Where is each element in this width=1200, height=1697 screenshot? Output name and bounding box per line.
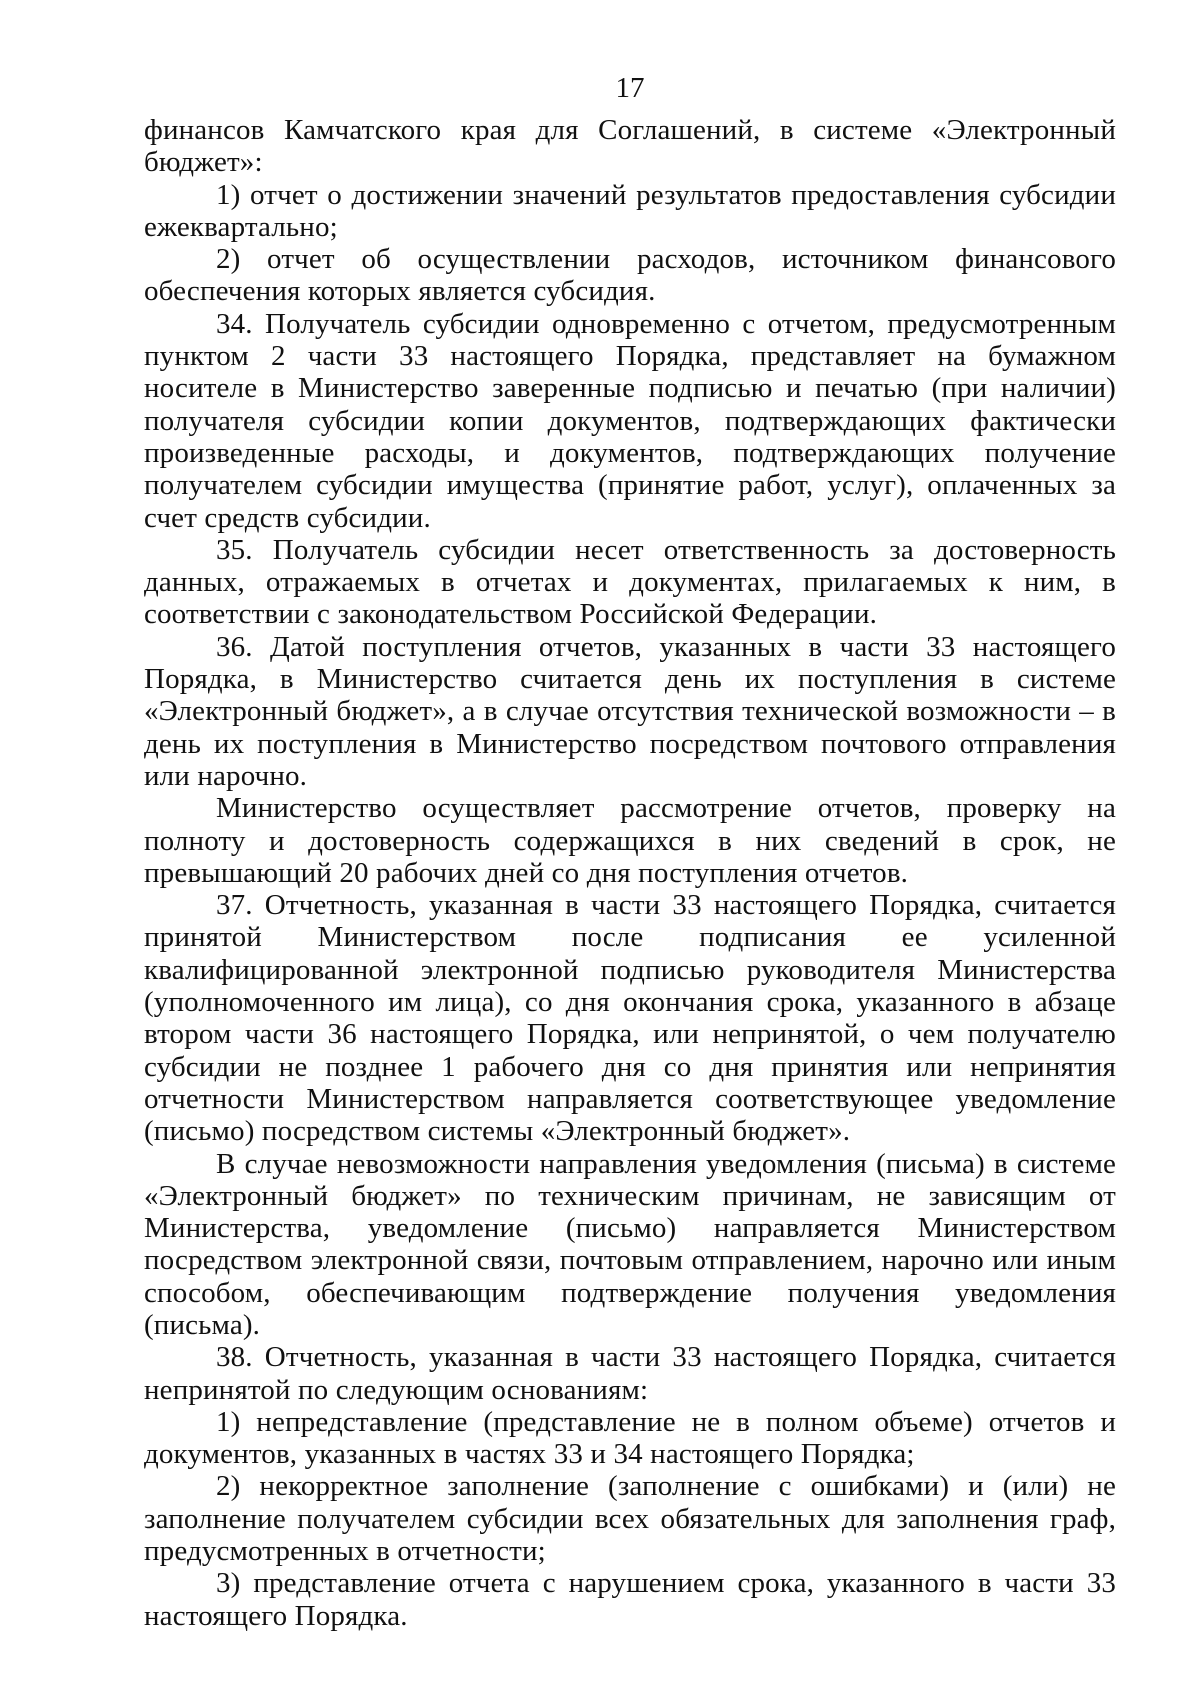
paragraph-clause-38-item-3: 3) представление отчета с нарушением срока, указанного в части 33 настоящего Порядка. — [144, 1567, 1116, 1632]
paragraph-clause-36: 36. Датой поступления отчетов, указанных в части 33 настоящего Порядка, в Министерство считается день их поступления в системе «Электронный бюджет», а в случае отсутствия технической возможности – в день их поступления в Министерство посредством почтового отправления или нарочно. — [144, 630, 1116, 792]
paragraph-clause-38-item-1: 1) непредставление (представление не в полном объеме) отчетов и документов, указанных в частях 33 и 34 настоящего Порядка; — [144, 1405, 1116, 1471]
document-body — [144, 114, 1116, 1632]
paragraph-continuation: финансов Камчатского края для Соглашений, в системе «Электронный бюджет»: — [144, 114, 1116, 179]
paragraph-item-1: 1) отчет о достижении значений результатов предоставления субсидии ежеквартально; — [144, 178, 1116, 243]
paragraph-clause-38: 38. Отчетность, указанная в части 33 настоящего Порядка, считается непринятой по следующим основаниям: — [144, 1341, 1116, 1406]
page-number: 17 — [615, 72, 645, 104]
paragraph-item-2: 2) отчет об осуществлении расходов, источником финансового обеспечения которых является субсидия. — [144, 243, 1116, 308]
paragraph-clause-37: 37. Отчетность, указанная в части 33 настоящего Порядка, считается принятой Министерством после подписания ее усиленной квалифицированной электронной подписью руководителя Министерства (уполномоченного им лица), со дня окончания срока, указанного в абзаце втором части 36 настоящего Порядка, или непринятой, о чем получателю субсидии не позднее 1 рабочего дня со дня принятия или непринятия отчетности Министерством направляется соответствующее уведомление (письмо) посредством системы «Электронный бюджет». — [144, 889, 1116, 1148]
paragraph-clause-37-notice: В случае невозможности направления уведомления (письма) в системе «Электронный бюджет» по техническим причинам, не зависящим от Министерства, уведомление (письмо) направляется Министерством посредством электронной связи, почтовым отправлением, нарочно или иным способом, обеспечивающим подтверждение получения уведомления (письма). — [144, 1147, 1116, 1341]
paragraph-clause-38-item-2: 2) некорректное заполнение (заполнение с ошибками) и (или) не заполнение получателем субсидии всех обязательных для заполнения граф, предусмотренных в отчетности; — [144, 1470, 1116, 1568]
paragraph-clause-35: 35. Получатель субсидии несет ответственность за достоверность данных, отражаемых в отчетах и документах, прилагаемых к ним, в соответствии с законодательством Российской Федерации. — [144, 533, 1116, 631]
paragraph-clause-34: 34. Получатель субсидии одновременно с отчетом, предусмотренным пунктом 2 части 33 настоящего Порядка, представляет на бумажном носителе в Министерство заверенные подписью и печатью (при наличии) получателя субсидии копии документов, подтверждающих фактически произведенные расходы, и документов, подтверждающих получение получателем субсидии имущества (принятие работ, услуг), оплаченных за счет средств субсидии. — [144, 307, 1116, 534]
paragraph-clause-36-review: Министерство осуществляет рассмотрение отчетов, проверку на полноту и достоверность содержащихся в них сведений в срок, не превышающий 20 рабочих дней со дня поступления отчетов. — [144, 792, 1116, 889]
